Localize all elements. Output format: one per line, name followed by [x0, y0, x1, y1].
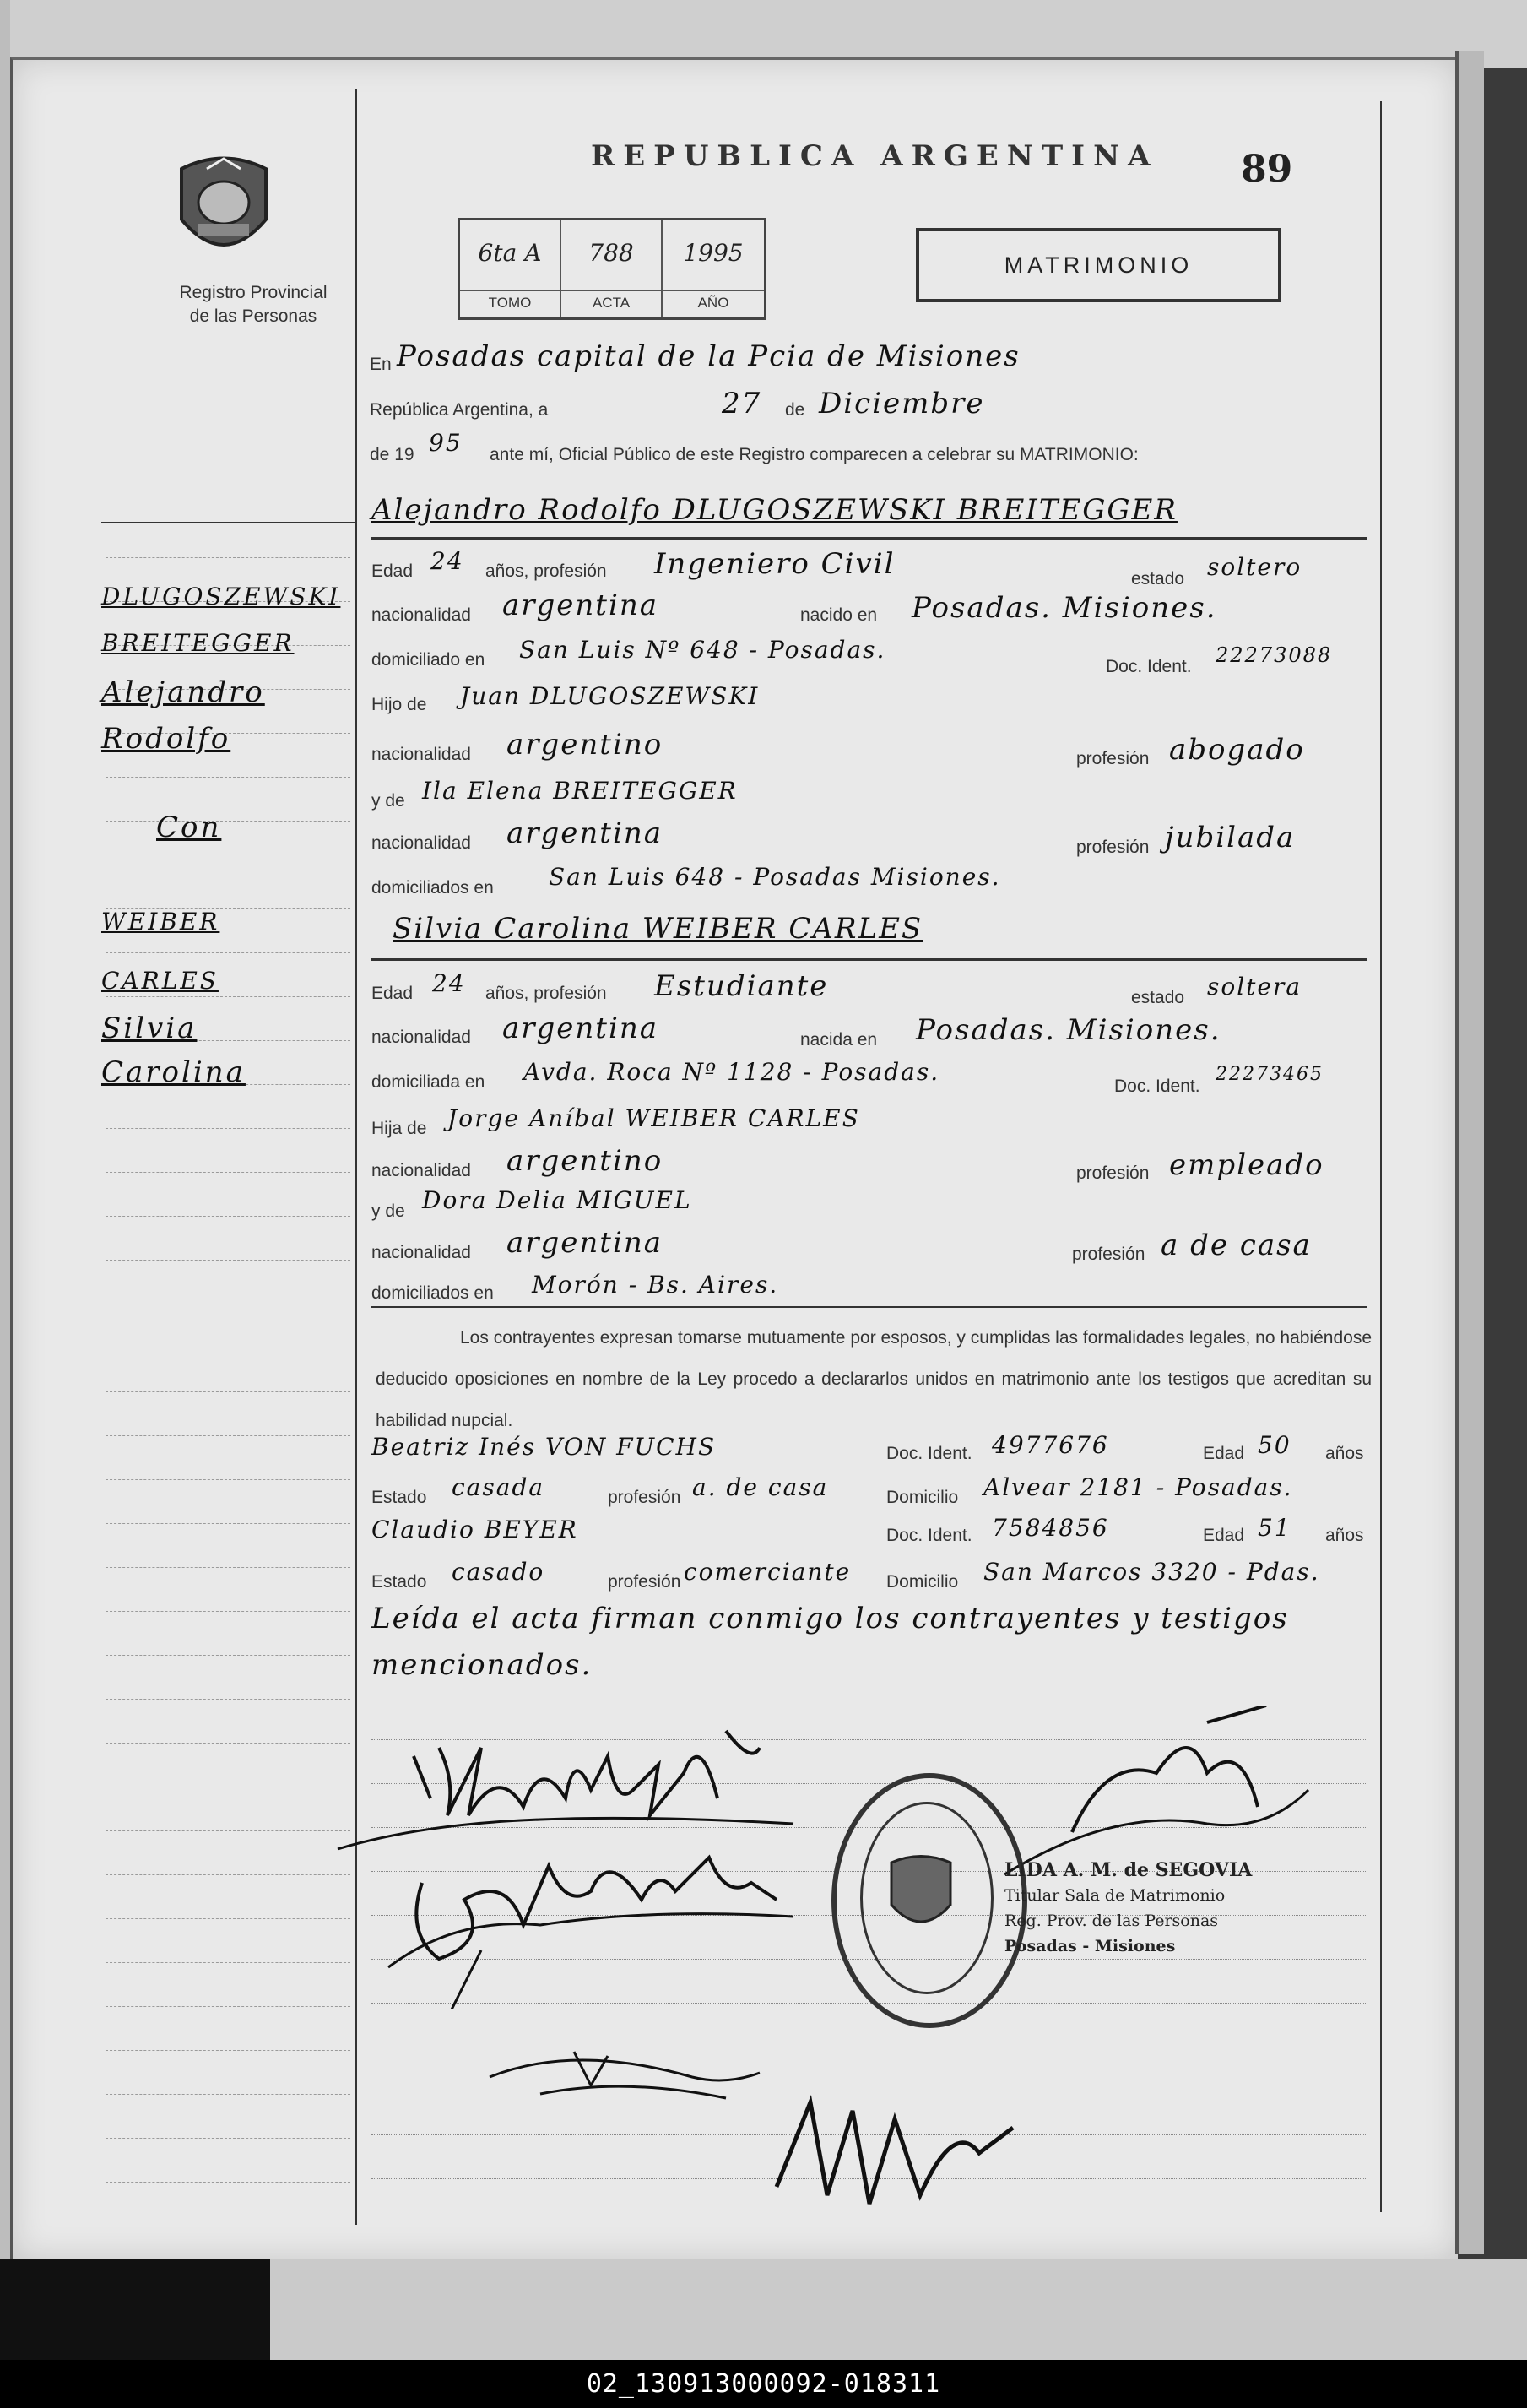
- bride-mother: Dora Delia MIGUEL: [422, 1186, 692, 1214]
- ruled-line: [106, 821, 350, 822]
- witness2-doc: 7584856: [992, 1514, 1109, 1542]
- witness1-dom: Alvear 2181 - Posadas.: [983, 1473, 1293, 1501]
- image-code: 02_130913000092-018311: [0, 2360, 1527, 2408]
- stamp-line-2: Titular Sala de Matrimonio: [1004, 1886, 1226, 1905]
- anio-value: 1995: [683, 239, 744, 267]
- registry-line2: de las Personas: [189, 306, 317, 326]
- year-value: 95: [429, 429, 463, 457]
- bride-mother-nac-label: nacionalidad: [371, 1243, 471, 1262]
- bride-estado: soltera: [1207, 973, 1302, 1001]
- witness2-age: 51: [1258, 1514, 1291, 1542]
- margin-name-bride-given2: Carolina: [101, 1055, 246, 1089]
- witness2-estado-label: Estado: [371, 1572, 427, 1592]
- groom-parents-dom-label: domiciliados en: [371, 878, 494, 898]
- ruled-line: [106, 1962, 350, 1963]
- groom-hijo-label: Hijo de: [371, 695, 427, 714]
- margin-name-given1: Alejandro: [101, 675, 265, 709]
- bride-dom-label: domiciliada en: [371, 1072, 485, 1092]
- groom-estado: soltero: [1207, 553, 1302, 581]
- margin-name-bride-given1: Silvia: [101, 1011, 198, 1045]
- witness1-edad-label: Edad: [1203, 1444, 1245, 1463]
- book-edge: [1455, 51, 1484, 2254]
- groom-edad: 24: [430, 547, 464, 575]
- anio-cell: [663, 220, 764, 317]
- witness1-prof: a. de casa: [692, 1473, 829, 1501]
- bride-edad: 24: [432, 969, 466, 997]
- bride-signature: [371, 1815, 844, 2009]
- groom-doc: 22273088: [1216, 643, 1333, 667]
- bride-name-rule: [371, 958, 1367, 961]
- acta-value: 788: [588, 239, 634, 267]
- groom-mother-nac: argentina: [506, 816, 663, 850]
- witness2-doc-label: Doc. Ident.: [886, 1526, 972, 1545]
- witness2-anos-label: años: [1325, 1526, 1364, 1545]
- ruled-line: [106, 2138, 350, 2139]
- witness1-estado-label: Estado: [371, 1488, 427, 1507]
- bride-mother-prof: a de casa: [1161, 1228, 1312, 1262]
- ruled-line: [106, 2050, 350, 2051]
- witness2-estado: casado: [452, 1558, 545, 1586]
- bride-profesion-label: años, profesión: [485, 984, 607, 1003]
- bride-nac: argentina: [502, 1011, 659, 1045]
- right-margin-line: [1380, 101, 1382, 2212]
- groom-doc-label: Doc. Ident.: [1106, 657, 1192, 676]
- declaration-text: Los contrayentes expresan tomarse mutuamente por esposos, y cumplidas las formalidades legales, no habiéndose deducido oposiciones en nombre de la Ley procedo a declararlos unidos en matrimonio ante los testigos que acreditan su habilidad nupcial.: [376, 1328, 1372, 1430]
- tomo-cell: [460, 220, 561, 317]
- groom-father-prof-label: profesión: [1076, 749, 1150, 768]
- background-left: [0, 0, 10, 2313]
- officer-stamp-text: [1004, 1858, 1252, 1959]
- groom-mother-prof: jubilada: [1165, 821, 1296, 854]
- bride-y-de-label: y de: [371, 1201, 405, 1221]
- bride-father: Jorge Aníbal WEIBER CARLES: [447, 1104, 860, 1132]
- bride-nacida-en: Posadas. Misiones.: [916, 1013, 1221, 1047]
- witness2-prof-label: profesión: [608, 1572, 681, 1592]
- ruled-line: [106, 1874, 350, 1875]
- ruled-line: [106, 1260, 350, 1261]
- ruled-line: [106, 777, 350, 778]
- witness1-dom-label: Domicilio: [886, 1488, 959, 1507]
- bride-nacida-label: nacida en: [800, 1030, 878, 1049]
- groom-father-nac: argentino: [506, 728, 663, 762]
- ruled-line: [106, 2006, 350, 2007]
- official-stamp: [831, 1773, 1027, 2028]
- margin-divider: [355, 89, 357, 2225]
- ruled-line: [106, 557, 350, 558]
- groom-dom-label: domiciliado en: [371, 650, 485, 670]
- ruled-line: [106, 1611, 350, 1612]
- registry-name: [127, 281, 380, 328]
- ruled-line: [106, 1655, 350, 1656]
- groom-nacido-en: Posadas. Misiones.: [912, 591, 1217, 625]
- country-heading: REPUBLICA ARGENTINA: [591, 139, 1159, 173]
- groom-domicilio: San Luis Nº 648 - Posadas.: [519, 636, 886, 664]
- witness1-estado: casada: [452, 1473, 545, 1501]
- margin-name-given2: Rodolfo: [101, 722, 231, 756]
- witness2-dom-label: Domicilio: [886, 1572, 959, 1592]
- bride-father-prof-label: profesión: [1076, 1163, 1150, 1183]
- margin-name-con: Con: [156, 811, 222, 844]
- groom-profesion-label: años, profesión: [485, 561, 607, 581]
- bride-nac-label: nacionalidad: [371, 1028, 471, 1047]
- groom-father-prof: abogado: [1169, 733, 1305, 767]
- witness-signature: [473, 2026, 777, 2111]
- stamp-crest-icon: [887, 1854, 955, 1939]
- ruled-line: [106, 1216, 350, 1217]
- ruled-line: [106, 1523, 350, 1524]
- stamp-line-1: LIDA A. M. de SEGOVIA: [1004, 1859, 1253, 1881]
- bride-father-nac: argentino: [506, 1144, 663, 1178]
- witness1-prof-label: profesión: [608, 1488, 681, 1507]
- witness1-doc: 4977676: [992, 1431, 1109, 1459]
- ruled-line: [106, 1128, 350, 1129]
- bride-doc-label: Doc. Ident.: [1114, 1077, 1200, 1096]
- witness1-age: 50: [1258, 1431, 1291, 1459]
- groom-father-nac-label: nacionalidad: [371, 745, 471, 764]
- bride-father-prof: empleado: [1169, 1148, 1324, 1182]
- groom-y-de-label: y de: [371, 791, 405, 811]
- ruled-line: [106, 996, 350, 997]
- ruled-line: [106, 1479, 350, 1480]
- folio-number: 89: [1241, 148, 1293, 191]
- witness2-dom: San Marcos 3320 - Pdas.: [983, 1558, 1320, 1586]
- margin-name-surname2: BREITEGGER: [101, 629, 295, 657]
- bride-estado-label: estado: [1131, 988, 1185, 1007]
- margin-name-bride-surname2: CARLES: [101, 967, 219, 995]
- witness1-anos-label: años: [1325, 1444, 1364, 1463]
- stamp-line-4: Posadas - Misiones: [1004, 1937, 1176, 1955]
- bride-mother-nac: argentina: [506, 1226, 663, 1260]
- groom-parents-dom: San Luis 648 - Posadas Misiones.: [549, 863, 1001, 891]
- witness2-prof: comerciante: [684, 1558, 852, 1586]
- groom-nacido-label: nacido en: [800, 605, 878, 625]
- witness2-edad-label: Edad: [1203, 1526, 1245, 1545]
- closing-text: Leída el acta firman conmigo los contrayentes y testigos mencionados.: [371, 1602, 1289, 1682]
- bride-parents-dom-label: domiciliados en: [371, 1283, 494, 1303]
- ruled-line: [106, 1567, 350, 1568]
- record-box: [458, 218, 766, 320]
- bride-full-name: Silvia Carolina WEIBER CARLES: [393, 912, 923, 946]
- anio-label: AÑO: [663, 290, 764, 312]
- bride-doc: 22273465: [1216, 1064, 1324, 1085]
- bride-domicilio: Avda. Roca Nº 1128 - Posadas.: [523, 1058, 940, 1086]
- doc-type-box: MATRIMONIO: [916, 228, 1281, 302]
- de19-label: de 19: [370, 445, 414, 464]
- groom-full-name: Alejandro Rodolfo DLUGOSZEWSKI BREITEGGER: [371, 493, 1178, 527]
- bride-hija-label: Hija de: [371, 1119, 427, 1138]
- ruled-line: [106, 1435, 350, 1436]
- ruled-line: [106, 1699, 350, 1700]
- ruled-line: [106, 1172, 350, 1173]
- witness2-name: Claudio BEYER: [371, 1516, 578, 1543]
- groom-nac-label: nacionalidad: [371, 605, 471, 625]
- bride-profesion: Estudiante: [654, 969, 829, 1003]
- witness1-doc-label: Doc. Ident.: [886, 1444, 972, 1463]
- scan-bottom-dark: [0, 2259, 270, 2360]
- coat-of-arms-icon: [173, 152, 274, 266]
- groom-father: Juan DLUGOSZEWSKI: [460, 682, 760, 710]
- ruled-line: [106, 1391, 350, 1392]
- day-value: 27: [722, 387, 762, 420]
- acta-cell: [561, 220, 663, 317]
- bride-edad-label: Edad: [371, 984, 414, 1003]
- groom-nac: argentina: [502, 588, 659, 622]
- groom-mother-prof-label: profesión: [1076, 838, 1150, 857]
- groom-name-rule: [371, 537, 1367, 540]
- margin-head-rule: [101, 522, 355, 523]
- ruled-line: [106, 2182, 350, 2183]
- tomo-value: 6ta A: [478, 239, 542, 267]
- bride-father-nac-label: nacionalidad: [371, 1161, 471, 1180]
- bride-parents-dom: Morón - Bs. Aires.: [532, 1271, 779, 1299]
- stamp-line-3: Reg. Prov. de las Personas: [1004, 1912, 1219, 1930]
- groom-estado-label: estado: [1131, 569, 1185, 588]
- acta-label: ACTA: [561, 290, 661, 312]
- groom-mother: Ila Elena BREITEGGER: [422, 777, 738, 805]
- month-value: Diciembre: [819, 387, 985, 420]
- statement-text: ante mí, Oficial Público de este Registro comparecen a celebrar su MATRIMONIO:: [490, 445, 1139, 464]
- witness1-name: Beatriz Inés VON FUCHS: [371, 1433, 717, 1461]
- republica-label: República Argentina, a: [370, 400, 549, 420]
- bride-mother-prof-label: profesión: [1072, 1245, 1145, 1264]
- groom-profesion: Ingeniero Civil: [654, 547, 896, 581]
- groom-edad-label: Edad: [371, 561, 414, 581]
- en-label: En: [370, 355, 392, 374]
- de-label: de: [785, 400, 805, 420]
- ruled-line: [106, 1830, 350, 1831]
- margin-name-bride-surname1: WEIBER: [101, 908, 220, 936]
- ruled-line: [106, 2094, 350, 2095]
- ruled-line: [106, 952, 350, 953]
- margin-name-surname1: DLUGOSZEWSKI: [101, 583, 341, 610]
- ruled-line: [106, 1918, 350, 1919]
- registry-line1: Registro Provincial: [179, 283, 328, 302]
- witness2-signature: [760, 2069, 1038, 2221]
- place-value: Posadas capital de la Pcia de Misiones: [397, 339, 1021, 373]
- groom-mother-nac-label: nacionalidad: [371, 833, 471, 853]
- tomo-label: TOMO: [460, 290, 560, 312]
- declaration-rule: [371, 1306, 1367, 1308]
- ruled-line: [106, 1743, 350, 1744]
